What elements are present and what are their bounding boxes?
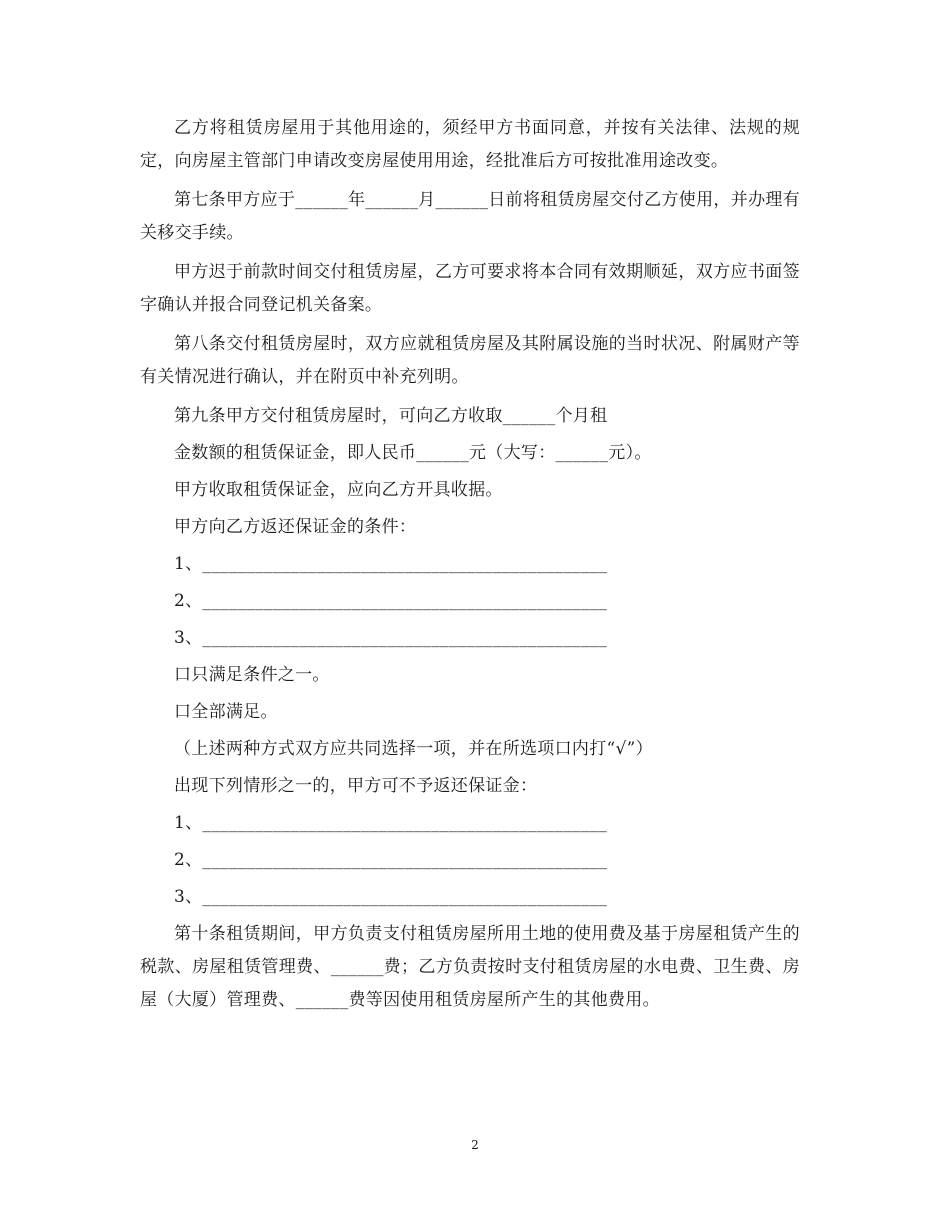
paragraph-article-7: 第七条甲方应于______年______月______日前将租赁房屋交付乙方使用，并办理有关移交手续。 bbox=[140, 190, 800, 243]
line-case-1: 1、______________________________________________ bbox=[174, 813, 608, 833]
line-article-9: 第九条甲方交付租赁房屋时，可向乙方收取______个月租 bbox=[174, 406, 608, 426]
paragraph-usage-change: 乙方将租赁房屋用于其他用途的，须经甲方书面同意，并按有关法律、法规的规定，向房屋主管部门申请改变房屋使用用途，经批准后方可按批准用途改变。 bbox=[140, 118, 800, 171]
line-deposit-amount: 金数额的租赁保证金，即人民币______元（大写：______元）。 bbox=[174, 443, 652, 463]
line-option-one-condition: 口只满足条件之一。 bbox=[174, 665, 330, 685]
line-option-all-conditions: 口全部满足。 bbox=[174, 702, 278, 722]
paragraph-article-10: 第十条租赁期间，甲方负责支付租赁房屋所用土地的使用费及基于房屋租赁产生的税款、房屋租赁管理费、______费；乙方负责按时支付租赁房屋的水电费、卫生费、房屋（大厦）管理费、______费等因使用租赁房屋所产生的其他费用。 bbox=[140, 924, 800, 1010]
line-option-note: （上述两种方式双方应共同选择一项，并在所选项口内打“√”） bbox=[174, 739, 653, 759]
line-receipt: 甲方收取租赁保证金，应向乙方开具收据。 bbox=[174, 480, 503, 500]
line-condition-2: 2、______________________________________________ bbox=[174, 591, 608, 611]
page-number: 2 bbox=[471, 1138, 479, 1152]
document-body bbox=[140, 112, 800, 1023]
paragraph-article-8: 第八条交付租赁房屋时，双方应就租赁房屋及其附属设施的当时状况、附属财产等有关情况进行确认，并在附页中补充列明。 bbox=[140, 334, 800, 387]
line-condition-1: 1、______________________________________________ bbox=[174, 554, 608, 574]
line-case-3: 3、______________________________________________ bbox=[174, 887, 608, 907]
line-no-return-cases: 出现下列情形之一的，甲方可不予返还保证金： bbox=[174, 776, 538, 796]
line-return-conditions: 甲方向乙方返还保证金的条件： bbox=[174, 517, 417, 537]
paragraph-delay-delivery: 甲方迟于前款时间交付租赁房屋，乙方可要求将本合同有效期顺延，双方应书面签字确认并报合同登记机关备案。 bbox=[140, 262, 800, 315]
line-condition-3: 3、______________________________________________ bbox=[174, 628, 608, 648]
line-case-2: 2、______________________________________________ bbox=[174, 850, 608, 870]
